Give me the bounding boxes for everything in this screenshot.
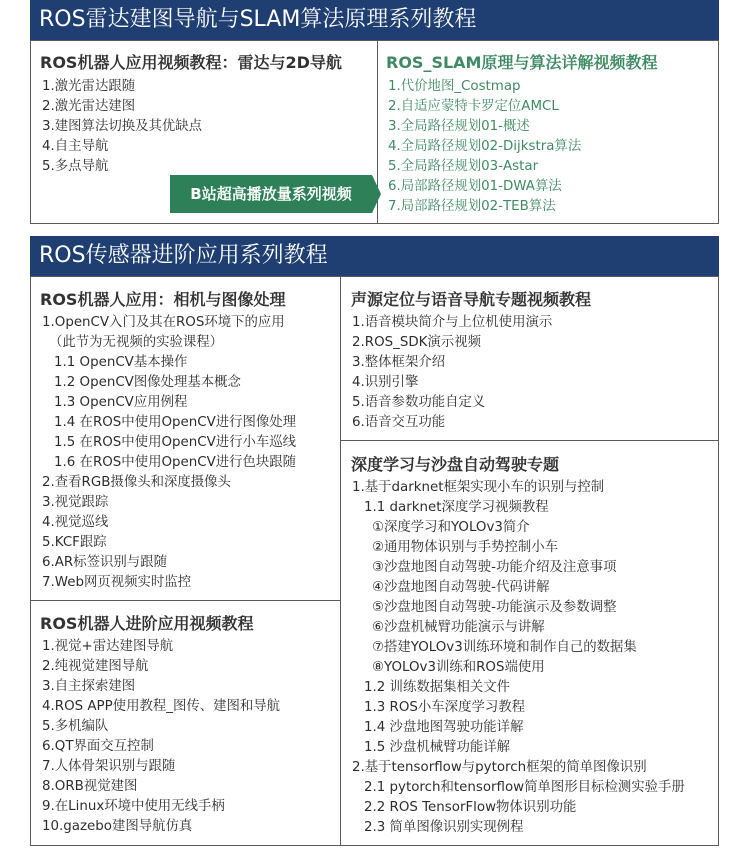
camera-list xyxy=(42,313,296,593)
list-item: 2.1 pytorch和tensorflow简单图形目标检测实验手册 xyxy=(364,780,685,795)
list-item: 5.多点导航 xyxy=(42,159,109,174)
radar-nav-title: ROS机器人应用视频教程：雷达与2D导航 xyxy=(40,53,342,72)
list-item: 1.6 在ROS中使用OpenCV进行色块跟随 xyxy=(54,455,297,470)
list-item: ⑤沙盘地图自动驾驶-功能演示及参数调整 xyxy=(372,600,617,615)
list-item: 2.ROS_SDK演示视频 xyxy=(352,335,481,350)
list-item: 4.自主导航 xyxy=(42,139,109,154)
list-item: 2.3 简单图像识别实现例程 xyxy=(364,820,524,835)
deep-learning-title: 深度学习与沙盘自动驾驶专题 xyxy=(351,455,560,474)
list-item: 1.5 在ROS中使用OpenCV进行小车巡线 xyxy=(54,435,297,450)
advanced-title: ROS机器人进阶应用视频教程 xyxy=(40,614,254,633)
list-item: ⑥沙盘机械臂功能演示与讲解 xyxy=(372,620,545,635)
list-item: 2.激光雷达建图 xyxy=(42,99,136,114)
list-item: 4.ROS APP使用教程_图传、建图和导航 xyxy=(42,699,281,714)
list-item: 2.基于tensorflow与pytorch框架的简单图像识别 xyxy=(352,760,647,775)
list-item: 2.纯视觉建图导航 xyxy=(42,659,149,674)
list-item: 8.ORB视觉建图 xyxy=(42,779,138,794)
list-item: 3.全局路径规划01-概述 xyxy=(388,119,530,134)
deep-learning-list xyxy=(352,478,685,838)
list-item: （此节为无视频的实验课程） xyxy=(49,335,224,350)
list-item: 7.人体骨架识别与跟随 xyxy=(42,759,176,774)
list-item: 1.4 沙盘地图驾驶功能详解 xyxy=(364,720,524,735)
list-item: 4.视觉巡线 xyxy=(42,515,109,530)
section2-divider xyxy=(340,276,341,846)
section2-banner: ROS传感器进阶应用系列教程 xyxy=(30,236,719,276)
list-item: 2.2 ROS TensorFlow物体识别功能 xyxy=(364,800,577,815)
list-item: 6.语音交互功能 xyxy=(352,415,446,430)
slam-list xyxy=(388,77,581,217)
list-item: 3.视觉跟踪 xyxy=(42,495,109,510)
camera-title: ROS机器人应用：相机与图像处理 xyxy=(40,290,286,309)
list-item: 6.AR标签识别与跟随 xyxy=(42,555,167,570)
list-item: ⑧YOLOv3训练和ROS端使用 xyxy=(372,660,545,675)
section1-banner: ROS雷达建图导航与SLAM算法原理系列教程 xyxy=(30,0,719,40)
list-item: 9.在Linux环境中使用无线手柄 xyxy=(42,799,225,814)
list-item: 4.识别引擎 xyxy=(352,375,419,390)
badge-arrow-icon xyxy=(372,175,381,213)
list-item: 5.多机编队 xyxy=(42,719,109,734)
list-item: 7.Web网页视频实时监控 xyxy=(42,575,192,590)
list-item: 3.自主探索建图 xyxy=(42,679,136,694)
list-item: ④沙盘地图自动驾驶-代码讲解 xyxy=(372,580,550,595)
list-item: 7.局部路径规划02-TEB算法 xyxy=(388,199,556,214)
list-item: 1.2 OpenCV图像处理基本概念 xyxy=(54,375,241,390)
list-item: 6.QT界面交互控制 xyxy=(42,739,154,754)
list-item: 1.语音模块简介与上位机使用演示 xyxy=(352,315,553,330)
list-item: 3.整体框架介绍 xyxy=(352,355,446,370)
list-item: 5.全局路径规划03-Astar xyxy=(388,159,539,174)
list-item: 5.KCF跟踪 xyxy=(42,535,107,550)
right-column-divider xyxy=(340,440,719,441)
list-item: 2.自适应蒙特卡罗定位AMCL xyxy=(388,99,559,114)
advanced-list xyxy=(42,637,280,837)
voice-list xyxy=(352,313,552,433)
list-item: 1.基于darknet框架实现小车的识别与控制 xyxy=(352,480,605,495)
left-column-divider xyxy=(30,600,341,601)
list-item: ⑦搭建YOLOv3训练环境和制作自己的数据集 xyxy=(372,640,637,655)
list-item: ②通用物体识别与手势控制小车 xyxy=(372,540,559,555)
list-item: 2.查看RGB摄像头和深度摄像头 xyxy=(42,475,231,490)
list-item: ①深度学习和YOLOv3简介 xyxy=(372,520,530,535)
popular-series-badge: B站超高播放量系列视频 xyxy=(170,175,372,213)
list-item: 1.5 沙盘机械臂功能详解 xyxy=(364,740,511,755)
list-item: 3.建图算法切换及其优缺点 xyxy=(42,119,203,134)
list-item: ③沙盘地图自动驾驶-功能介绍及注意事项 xyxy=(372,560,617,575)
list-item: 10.gazebo建图导航仿真 xyxy=(42,819,193,834)
list-item: 1.1 OpenCV基本操作 xyxy=(54,355,188,370)
list-item: 1.激光雷达跟随 xyxy=(42,79,136,94)
list-item: 1.4 在ROS中使用OpenCV进行图像处理 xyxy=(54,415,297,430)
list-item: 1.1 darknet深度学习视频教程 xyxy=(364,500,549,515)
voice-title: 声源定位与语音导航专题视频教程 xyxy=(351,290,592,309)
list-item: 1.3 OpenCV应用例程 xyxy=(54,395,188,410)
slam-title: ROS_SLAM原理与算法详解视频教程 xyxy=(386,53,658,72)
list-item: 6.局部路径规划01-DWA算法 xyxy=(388,179,562,194)
list-item: 1.OpenCV入门及其在ROS环境下的应用 xyxy=(42,315,285,330)
radar-nav-list xyxy=(42,77,202,177)
list-item: 1.2 训练数据集相关文件 xyxy=(364,680,511,695)
list-item: 1.视觉+雷达建图导航 xyxy=(42,639,174,654)
list-item: 1.代价地图_Costmap xyxy=(388,79,521,94)
list-item: 4.全局路径规划02-Dijkstra算法 xyxy=(388,139,582,154)
list-item: 1.3 ROS小车深度学习教程 xyxy=(364,700,526,715)
list-item: 5.语音参数功能自定义 xyxy=(352,395,486,410)
